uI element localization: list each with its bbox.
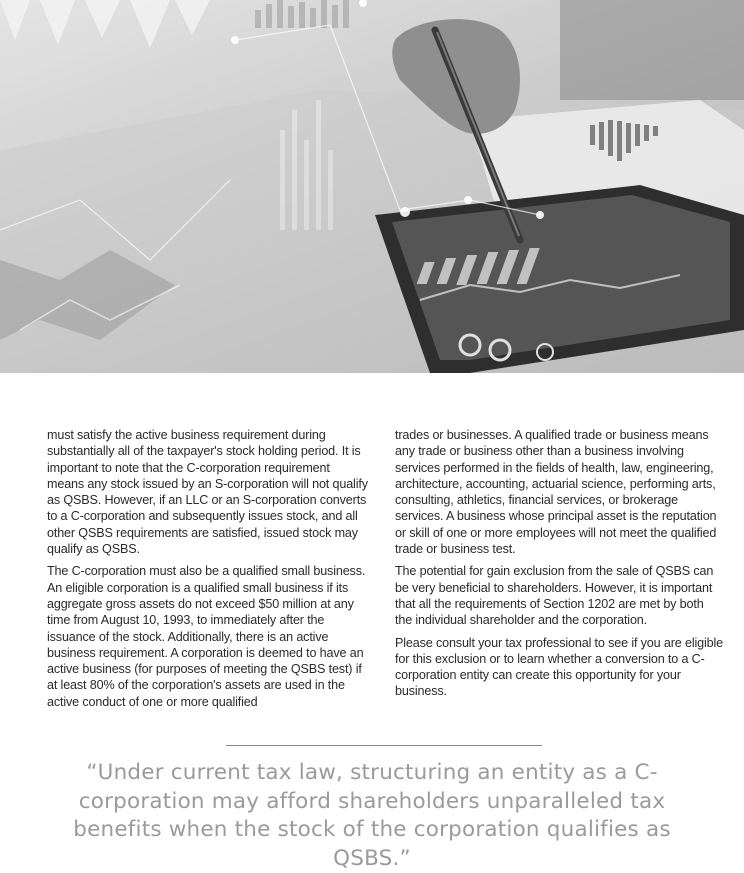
hero-photo: [0, 0, 744, 373]
left-text-column: [47, 427, 369, 716]
pull-quote: “Under current tax law, structuring an entity as a C-corporation may afford shareholders unparalleled tax benefits when the stock of the corporation qualifies as QSBS.”: [73, 760, 671, 871]
paragraph: The C-corporation must also be a qualified small business. An eligible corporation is a qualified small business if its aggregate gross assets do not exceed $50 million at any time from August 10, 1993, to immediately after the issuance of the stock. Additionally, there is an active business requirement. A corporation is deemed to have an active business (for purposes of meeting the QSBS test) if at least 80% of the corporation's assets are used in the active conduct of one or more qualified: [47, 564, 366, 709]
right-text-column: [395, 427, 723, 706]
paragraph: Please consult your tax professional to see if you are eligible for this exclusion or to learn whether a conversion to a C-corporation entity can create this opportunity for your business.: [395, 635, 723, 699]
paragraph: The potential for gain exclusion from the sale of QSBS can be very beneficial to shareholders. However, it is important that all the requirements of Section 1202 are met by both the individual shareholder and the corporation.: [395, 564, 714, 628]
paragraph: trades or businesses. A qualified trade or business means any trade or business other than a business involving services performed in the fields of health, law, engineering, architecture, accounting, actuarial science, performing arts, consulting, athletics, financial services, or brokerage services. A business whose principal asset is the reputation or skill of one or more employees will not meet the qualified trade or business test.: [395, 428, 717, 557]
divider-line: [226, 745, 542, 746]
hero-illustration: [0, 0, 744, 373]
paragraph: must satisfy the active business requirement during substantially all of the taxpayer's stock holding period. It is important to note that the C-corporation requirement means any stock issued by an S-corporation will not qualify as QSBS. However, if an LLC or an S-corporation converts to a C-corporation and subsequently issues stock, and all other QSBS requirements are satisfied, issued stock may qualify as QSBS.: [47, 428, 368, 557]
